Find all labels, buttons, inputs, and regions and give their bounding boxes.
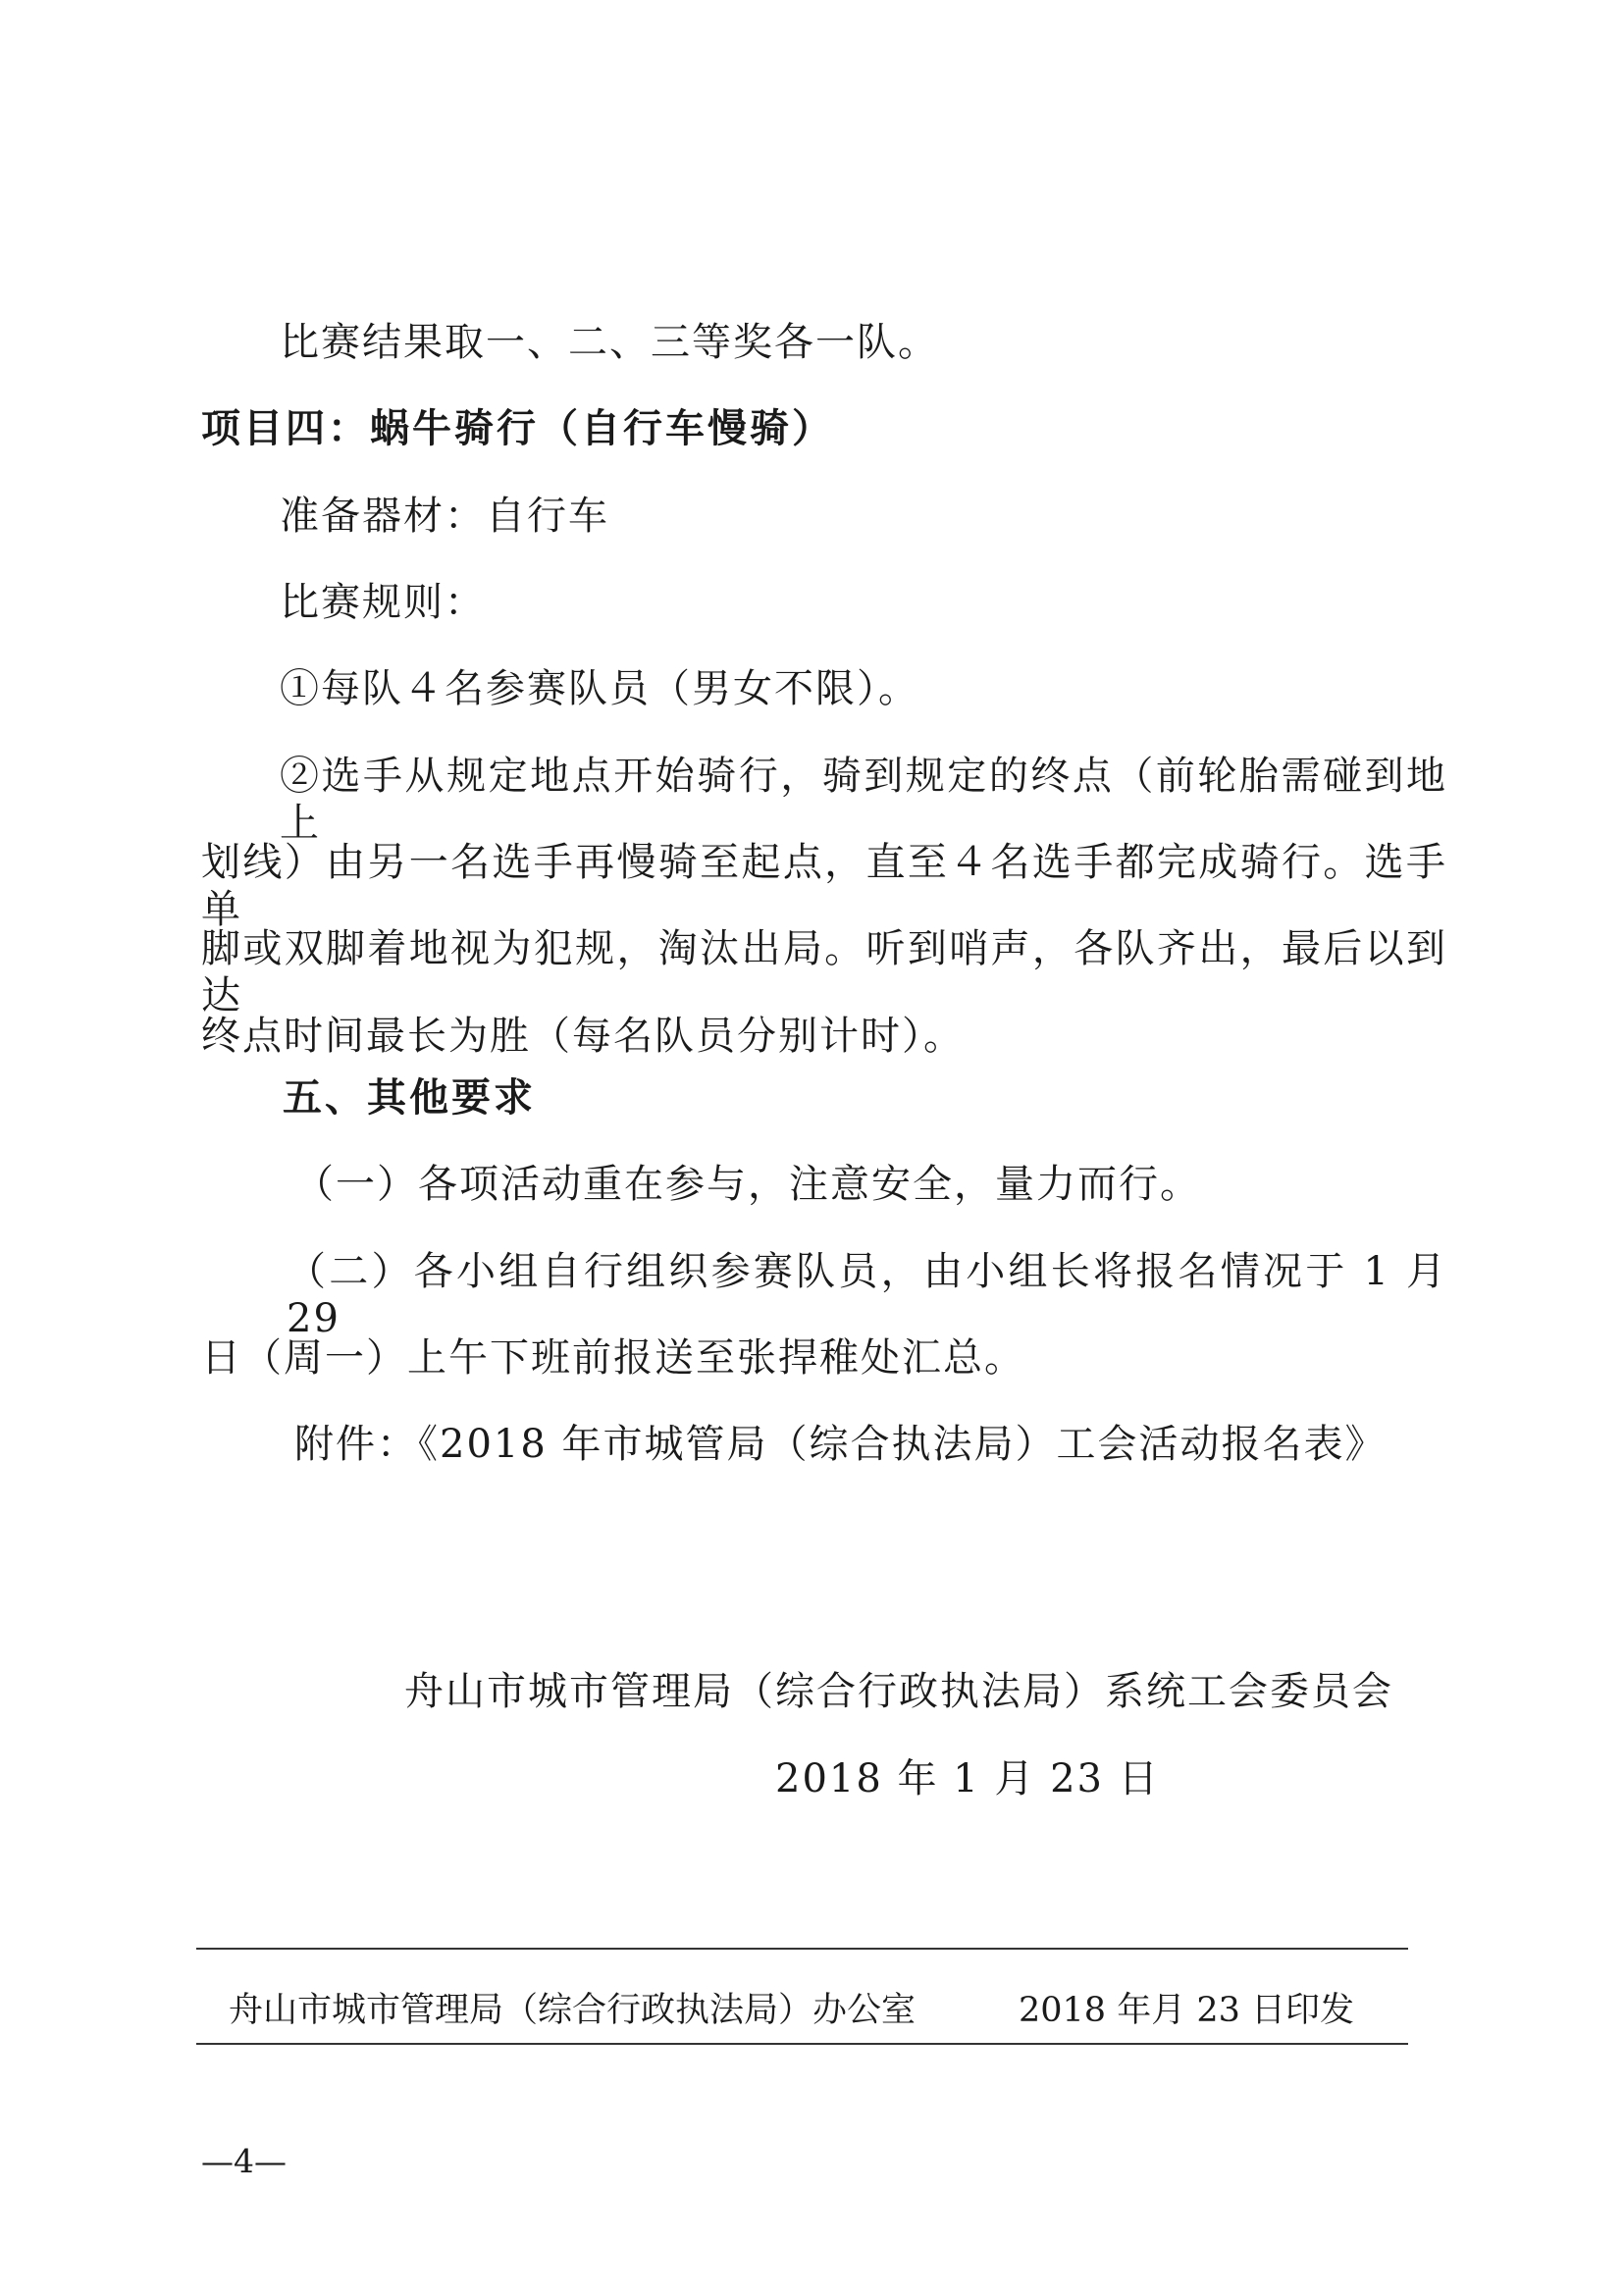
rule-2-line-2: 划线）由另一名选手再慢骑至起点，直至４名选手都完成骑行。选手单 <box>201 840 1447 932</box>
footer-print-date: 2018 年月 23 日印发 <box>1019 1991 1354 2030</box>
attachment-line: 附件：《2018 年市城管局（综合执法局）工会活动报名表》 <box>294 1422 1387 1467</box>
rule-2-line-1: ②选手从规定地点开始骑行，骑到规定的终点（前轮胎需碰到地上 <box>280 754 1447 846</box>
rule-2-line-4: 终点时间最长为胜（每名队员分别计时）。 <box>201 1014 965 1059</box>
signature-date: 2018 年 1 月 23 日 <box>775 1756 1160 1801</box>
rule-2-line-3: 脚或双脚着地视为犯规，淘汰出局。听到哨声，各队齐出，最后以到达 <box>201 926 1447 1018</box>
requirement-2-line-2: 日（周一）上午下班前报送至张捍稚处汇总。 <box>201 1335 1025 1381</box>
signature-org: 舟山市城市管理局（综合行政执法局）系统工会委员会 <box>404 1669 1393 1714</box>
rules-label: 比赛规则： <box>280 580 486 625</box>
equipment-line: 准备器材：自行车 <box>280 494 609 539</box>
footer-bottom-rule <box>196 2043 1408 2045</box>
footer-issuer: 舟山市城市管理局（综合行政执法局）办公室 <box>229 1991 917 2030</box>
award-line: 比赛结果取一、二、三等奖各一队。 <box>280 320 939 365</box>
page-number: —4— <box>201 2142 287 2180</box>
footer-top-rule <box>196 1948 1408 1950</box>
section5-heading: 五、其他要求 <box>283 1075 536 1121</box>
requirement-2-line-1: （二）各小组自行组织参赛队员，由小组长将报名情况于 1 月 29 <box>287 1249 1447 1341</box>
project4-heading: 项目四：蜗牛骑行（自行车慢骑） <box>201 406 834 451</box>
rule-1: ①每队４名参赛队员（男女不限）。 <box>280 666 919 711</box>
requirement-1: （一）各项活动重在参与，注意安全，量力而行。 <box>294 1162 1201 1207</box>
